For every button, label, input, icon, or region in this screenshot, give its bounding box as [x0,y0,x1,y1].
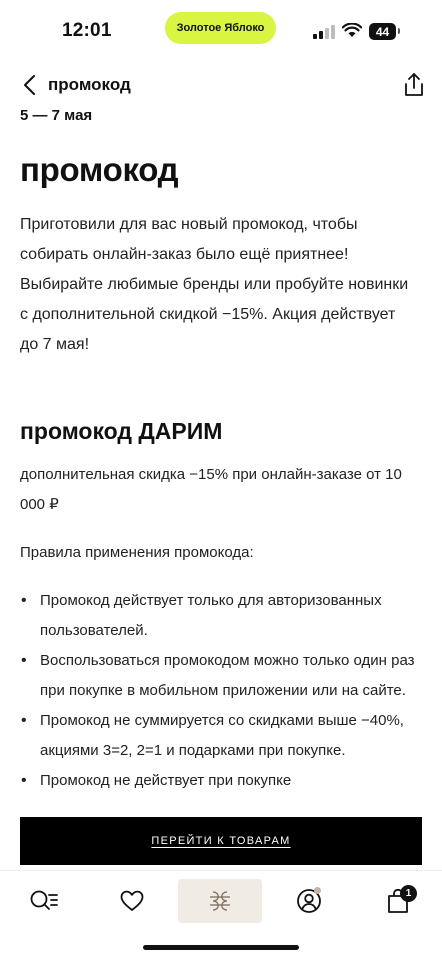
article-content[interactable] [20,140,430,820]
heart-icon [120,890,144,912]
nav-cart[interactable] [375,881,421,921]
list-item: • Промокод не действует при покупке [20,766,425,796]
list-item: • Промокод не суммируется со скидками выше −40%, акциями 3=2, 2=1 и подарками при покупке. [20,706,425,766]
header-title: промокод [48,75,131,94]
battery-icon [369,23,396,40]
app-name-pill[interactable]: Золотое Яблоко [165,12,276,44]
chevron-left-icon[interactable] [20,74,40,96]
share-icon[interactable] [402,72,426,98]
go-to-products-button[interactable] [20,817,422,865]
list-item: • Промокод действует только для авторизованных пользователей. [20,586,425,646]
signal-icon [313,25,337,39]
promo-description: дополнительная скидка −15% при онлайн-заказе от 10 000 ₽ [20,466,402,513]
rules-list [20,586,430,796]
cta-label: ПЕРЕЙТИ К ТОВАРАМ [151,835,291,847]
nav-catalog[interactable] [178,879,262,923]
home-indicator [143,945,299,950]
promo-heading: промокод ДАРИМ [20,418,223,444]
notification-dot [314,887,321,894]
list-item: • Воспользоваться промокодом можно только один раз при покупке в мобильном приложении или на сайте. [20,646,425,706]
cart-count-badge: 1 [400,885,417,902]
nav-search[interactable] [21,881,67,921]
status-time: 12:01 [62,20,112,41]
nav-profile[interactable] [286,881,332,921]
wifi-icon [342,23,362,38]
nav-favorites[interactable] [109,881,155,921]
rules-title: Правила применения промокода: [20,544,254,561]
status-bar [0,0,442,62]
promo-dates: 5 — 7 мая [20,107,93,124]
brand-logo-icon [207,888,233,914]
page-title: промокод [20,151,179,188]
battery-level: 44 [375,24,390,39]
search-list-icon [29,889,59,913]
intro-text: Приготовили для вас новый промокод, чтобы собирать онлайн-заказ было ещё приятнее! Выбирайте любимые бренды или пробуйте новинки с дополнительной скидкой −15%. Акция действует до 7 мая! [20,216,409,353]
